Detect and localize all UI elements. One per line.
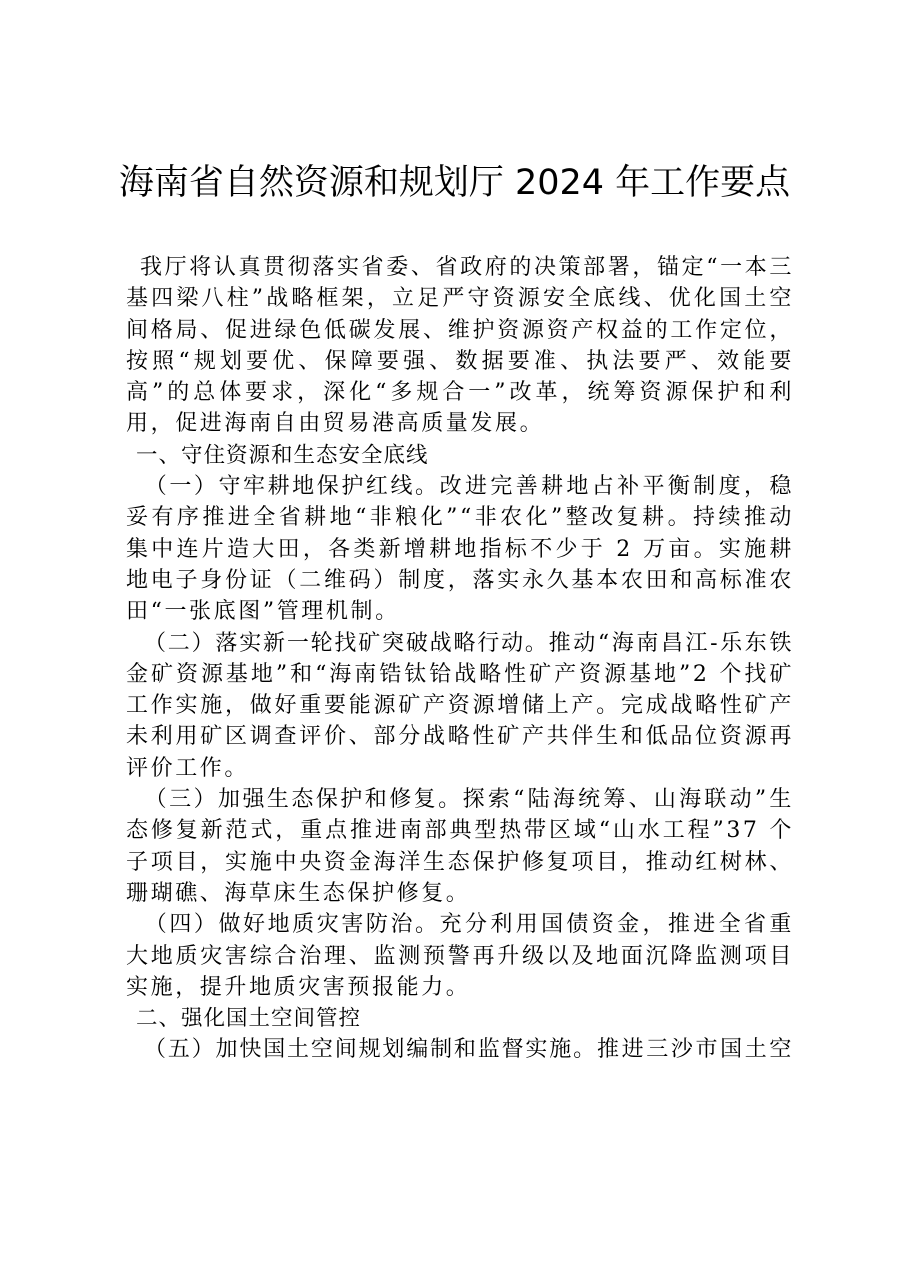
section-item-5 — [126, 1034, 794, 1065]
section-item-lead: （五）加快国土空间规划编制和监督实施。 — [144, 1037, 597, 1063]
intro-paragraph — [126, 252, 794, 440]
section-heading-2: 二、强化国土空间管控 — [136, 1006, 362, 1032]
intro-text: 我厅将认真贯彻落实省委、省政府的决策部署，锚定“一本三基四梁八柱”战略框架，立足严守资源安全底线、优化国土空间格局、促进绿色低碳发展、维护资源资产权益的工作定位，按照“规划要优、保障要强、数据要准、执法要严、效能要高”的总体要求，深化“多规合一”改革，统筹资源保护和利用，促进海南自由贸易港高质量发展。 — [126, 255, 794, 437]
section-item-3 — [126, 784, 794, 909]
section-item-text: 推动“海南昌江-乐东铁金矿资源基地”和“海南锆钛铪战略性矿产资源基地”2 个找矿工作实施，做好重要能源矿产资源增储上产。完成战略性矿产未利用矿区调查评价、部分战略性矿产共伴生和低品位资源再评价工作。 — [126, 630, 794, 781]
section-item-lead: （一）守牢耕地保护红线。 — [144, 474, 440, 500]
document-body — [126, 252, 794, 1066]
section-item-text: 推进三沙市国土空 — [596, 1037, 794, 1063]
section-item-lead: （四）做好地质灾害防治。 — [144, 912, 440, 938]
section-heading-1: 一、守住资源和生态安全底线 — [136, 442, 429, 468]
section-item-text: 充分利用国债资金，推进全省重大地质灾害综合治理、监测预警再升级以及地面沉降监测项目实施，提升地质灾害预报能力。 — [126, 912, 794, 1000]
section-item-1 — [126, 471, 794, 627]
section-item-text: 探索“陆海统筹、山海联动”生态修复新范式，重点推进南部典型热带区域“山水工程”37 个子项目，实施中央资金海洋生态保护修复项目，推动红树林、珊瑚礁、海草床生态保护修复。 — [126, 787, 794, 906]
section-item-2 — [126, 628, 794, 784]
section-item-text: 改进完善耕地占补平衡制度，稳妥有序推进全省耕地“非粮化”“非农化”整改复耕。持续推动集中连片造大田，各类新增耕地指标不少于 2 万亩。实施耕地电子身份证（二维码）制度，落实永久基本农田和高标准农田“一张底图”管理机制。 — [126, 474, 794, 625]
document-title: 海南省自然资源和规划厅 2024 年工作要点 — [118, 163, 791, 203]
section-item-4 — [126, 909, 794, 1003]
section-item-lead: （三）加强生态保护和修复。 — [144, 787, 463, 813]
section-item-lead: （二）落实新一轮找矿突破战略行动。 — [144, 630, 549, 656]
